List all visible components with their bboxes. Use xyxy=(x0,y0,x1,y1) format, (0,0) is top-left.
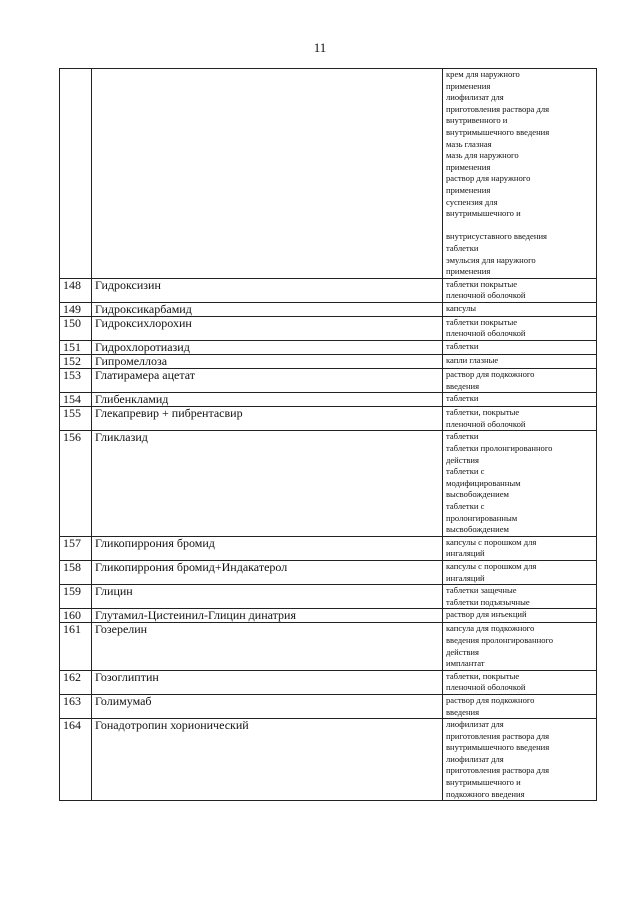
dosage-form-line: введения xyxy=(446,706,480,717)
row-number: 151 xyxy=(60,341,92,355)
dosage-form-line: пролонгированным xyxy=(446,512,518,523)
dosage-form-line: капли глазные xyxy=(446,355,499,366)
dosage-form-line: применения xyxy=(446,184,491,195)
dosage-form-line: таблетки подъязычные xyxy=(446,596,530,607)
drug-name: Глутамил-Цистеинил-Глицин динатрия xyxy=(92,609,443,623)
row-number: 149 xyxy=(60,302,92,316)
drug-name: Гидроксикарбамид xyxy=(92,302,443,316)
drug-name: Гипромеллоза xyxy=(92,355,443,369)
dosage-form-line: капсула для подкожного xyxy=(446,623,535,634)
drug-name: Гозоглиптин xyxy=(92,670,443,694)
dosage-form-line: лиофилизат для xyxy=(446,92,504,103)
dosage-form-line: действия xyxy=(446,646,479,657)
dosage-forms xyxy=(443,536,597,560)
table-row xyxy=(60,560,597,584)
drug-name: Гликопиррония бромид+Индакатерол xyxy=(92,560,443,584)
row-number: 153 xyxy=(60,369,92,393)
dosage-form-line: внутримышечного и xyxy=(446,777,521,788)
dosage-form-line: мазь глазная xyxy=(446,138,492,149)
dosage-form-line: введения пролонгированного xyxy=(446,634,554,645)
dosage-form-line: внутрисуставного введения xyxy=(446,231,548,242)
page-number: 11 xyxy=(313,40,327,55)
drug-name: Гозерелин xyxy=(92,623,443,670)
dosage-form-line: пленочной оболочкой xyxy=(446,290,526,301)
dosage-form-line: пленочной оболочкой xyxy=(446,682,526,693)
dosage-form-line: ингаляций xyxy=(446,572,485,583)
dosage-form-line: мазь для наружного xyxy=(446,150,519,161)
dosage-form-line: таблетки xyxy=(446,431,479,442)
dosage-forms xyxy=(443,719,597,801)
dosage-forms xyxy=(443,670,597,694)
drug-name: Гонадотропин хорионический xyxy=(92,719,443,801)
dosage-form-line: таблетки с xyxy=(446,501,485,511)
dosage-forms xyxy=(443,355,597,369)
drug-name: Гидрохлоротиазид xyxy=(92,341,443,355)
dosage-form-line: применения xyxy=(446,161,491,172)
dosage-form-line: действия xyxy=(446,454,479,465)
table-row xyxy=(60,623,597,670)
drug-name: Гидроксихлорохин xyxy=(92,316,443,340)
dosage-form-line: высвобождением xyxy=(446,489,509,500)
drug-name: Гидроксизин xyxy=(92,278,443,302)
dosage-form-line: таблетки покрытые xyxy=(446,278,518,289)
dosage-form-line: приготовления раствора для xyxy=(446,765,550,776)
dosage-forms xyxy=(443,407,597,431)
drug-name: Гликлазид xyxy=(92,431,443,536)
drug-name: Голимумаб xyxy=(92,694,443,718)
table-row xyxy=(60,393,597,407)
dosage-form-line: таблетки защечные xyxy=(446,585,517,596)
drug-table xyxy=(59,68,597,801)
dosage-form-line: подкожного введения xyxy=(446,788,525,799)
dosage-form-line: лиофилизат для xyxy=(446,719,504,730)
dosage-form-line: эмульсия для наружного xyxy=(446,254,536,265)
row-number: 164 xyxy=(60,719,92,801)
dosage-form-line: раствор для наружного xyxy=(446,173,531,184)
dosage-form-line: капсулы с порошком для xyxy=(446,536,537,547)
dosage-forms xyxy=(443,431,597,536)
dosage-form-line: высвобождением xyxy=(446,524,509,535)
table-row xyxy=(60,355,597,369)
dosage-form-line: таблетки покрытые xyxy=(446,316,518,327)
row-number: 152 xyxy=(60,355,92,369)
table-row xyxy=(60,369,597,393)
dosage-form-line: применения xyxy=(446,80,491,91)
dosage-form-line: внутримышечного введения xyxy=(446,126,550,137)
dosage-form-line: модифицированным xyxy=(446,477,521,488)
dosage-forms xyxy=(443,585,597,609)
dosage-form-line: применения xyxy=(446,266,491,277)
dosage-form-line: таблетки xyxy=(446,242,479,253)
drug-name xyxy=(92,69,443,279)
dosage-form-line xyxy=(446,220,593,232)
dosage-form-line: раствор для подкожного xyxy=(446,694,535,705)
row-number: 158 xyxy=(60,560,92,584)
dosage-form-line: таблетки, покрытые xyxy=(446,670,520,681)
row-number: 148 xyxy=(60,278,92,302)
row-number: 155 xyxy=(60,407,92,431)
dosage-form-line: таблетки пролонгированного xyxy=(446,443,553,454)
table-row xyxy=(60,278,597,302)
dosage-form-line: ингаляций xyxy=(446,548,485,559)
dosage-form-line: капсулы xyxy=(446,302,477,313)
dosage-forms xyxy=(443,302,597,316)
dosage-form-line: пленочной оболочкой xyxy=(446,328,526,339)
row-number: 160 xyxy=(60,609,92,623)
table-row xyxy=(60,69,597,279)
row-number: 159 xyxy=(60,585,92,609)
dosage-form-line: таблетки, покрытые xyxy=(446,407,520,418)
row-number: 162 xyxy=(60,670,92,694)
dosage-forms xyxy=(443,623,597,670)
table-row xyxy=(60,585,597,609)
drug-name: Гликопиррония бромид xyxy=(92,536,443,560)
dosage-forms xyxy=(443,316,597,340)
dosage-form-line: приготовления раствора для xyxy=(446,103,550,114)
dosage-form-line: крем для наружного xyxy=(446,69,520,79)
dosage-forms xyxy=(443,69,597,279)
table-row xyxy=(60,694,597,718)
dosage-forms xyxy=(443,393,597,407)
dosage-form-line: имплантат xyxy=(446,658,485,669)
dosage-form-line: капсулы с порошком для xyxy=(446,560,537,571)
row-number xyxy=(60,69,92,279)
dosage-form-line: приготовления раствора для xyxy=(446,730,550,741)
drug-name: Глатирамера ацетат xyxy=(92,369,443,393)
dosage-form-line: пленочной оболочкой xyxy=(446,418,526,429)
drug-name: Глибенкламид xyxy=(92,393,443,407)
dosage-form-line: таблетки xyxy=(446,393,479,404)
table-row xyxy=(60,407,597,431)
drug-name: Глекапревир + пибрентасвир xyxy=(92,407,443,431)
dosage-form-line: внутримышечного и xyxy=(446,208,521,219)
row-number: 157 xyxy=(60,536,92,560)
dosage-forms xyxy=(443,341,597,355)
table-row xyxy=(60,341,597,355)
dosage-forms xyxy=(443,609,597,623)
table-row xyxy=(60,316,597,340)
row-number: 154 xyxy=(60,393,92,407)
dosage-form-line: лиофилизат для xyxy=(446,753,504,764)
dosage-forms xyxy=(443,560,597,584)
dosage-forms xyxy=(443,694,597,718)
dosage-forms xyxy=(443,369,597,393)
dosage-form-line: введения xyxy=(446,380,480,391)
table-row xyxy=(60,670,597,694)
row-number: 163 xyxy=(60,694,92,718)
dosage-form-line: внутривенного и xyxy=(446,115,508,126)
dosage-form-line: раствор для инъекций xyxy=(446,609,527,620)
dosage-form-line: раствор для подкожного xyxy=(446,369,535,380)
table-row xyxy=(60,431,597,536)
dosage-forms xyxy=(443,278,597,302)
dosage-form-line: таблетки с xyxy=(446,466,485,477)
table-row xyxy=(60,719,597,801)
drug-name: Глицин xyxy=(92,585,443,609)
dosage-form-line: внутримышечного введения xyxy=(446,742,550,753)
dosage-form-line: таблетки xyxy=(446,341,479,352)
drug-table-body xyxy=(60,69,597,801)
dosage-form-line: суспензия для xyxy=(446,196,498,207)
row-number: 161 xyxy=(60,623,92,670)
table-row xyxy=(60,302,597,316)
table-row xyxy=(60,609,597,623)
row-number: 150 xyxy=(60,316,92,340)
table-row xyxy=(60,536,597,560)
row-number: 156 xyxy=(60,431,92,536)
